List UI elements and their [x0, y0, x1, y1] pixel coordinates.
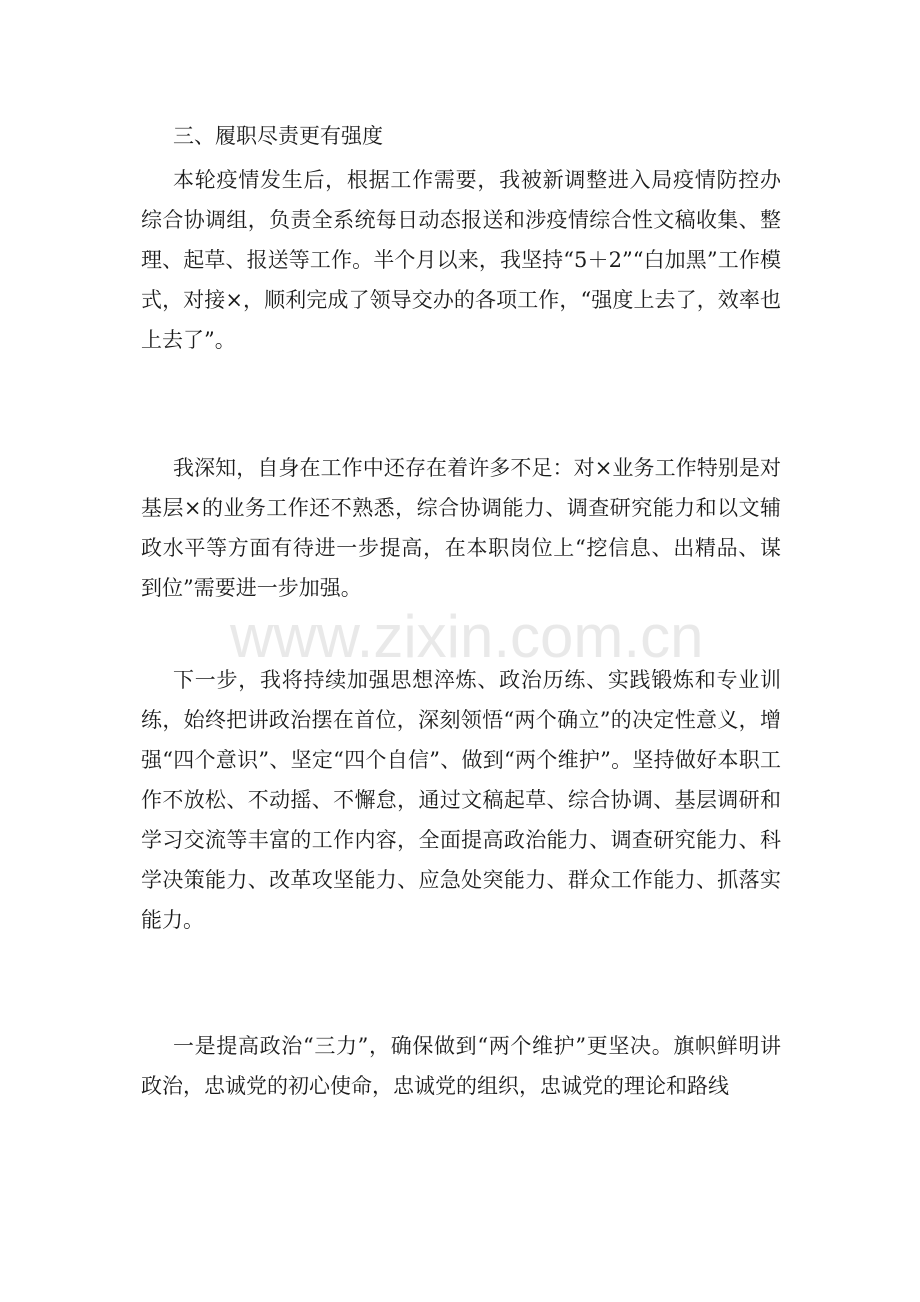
watermark: www.zixin.com.cn [230, 603, 704, 670]
section-heading: 三、履职尽责更有强度 [173, 124, 383, 148]
paragraph-1: 本轮疫情发生后，根据工作需要，我被新调整进入局疫情防控办综合协调组，负责全系统每日动态报送和涉疫情综合性文稿收集、整理、起草、报送等工作。半个月以来，我坚持“5＋2”“白加黑”工作模式，对接×，顺利完成了领导交办的各项工作，“强度上去了，效率也上去了”。 [141, 168, 781, 352]
paragraph-4: 一是提高政治“三力”，确保做到“两个维护”更坚决。旗帜鲜明讲政治，忠诚党的初心使命，忠诚党的组织，忠诚党的理论和路线 [141, 1034, 781, 1098]
paragraph-3: 下一步，我将持续加强思想淬炼、政治历练、实践锻炼和专业训练，始终把讲政治摆在首位，深刻领悟“两个确立”的决定性意义，增强“四个意识”、坚定“四个自信”、做到“两个维护”。坚持做好本职工作不放松、不动摇、不懈怠，通过文稿起草、综合协调、基层调研和学习交流等丰富的工作内容，全面提高政治能力、调查研究能力、科学决策能力、改革攻坚能力、应急处突能力、群众工作能力、抓落实能力。 [141, 668, 781, 932]
paragraph-2: 我深知，自身在工作中还存在着许多不足：对×业务工作特别是对基层×的业务工作还不熟悉，综合协调能力、调查研究能力和以文辅政水平等方面有待进一步提高，在本职岗位上“挖信息、出精品、谋到位”需要进一步加强。 [141, 456, 781, 600]
